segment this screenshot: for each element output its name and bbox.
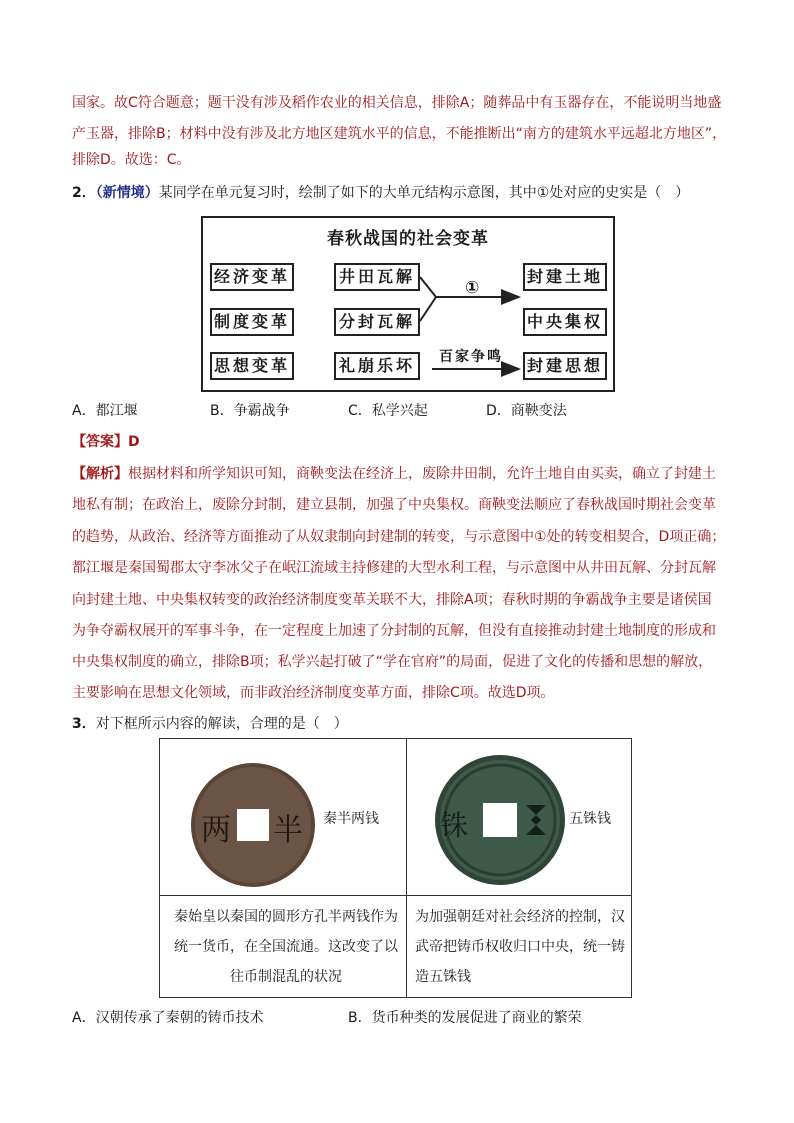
coin1-inscription-right: 半 [273,813,303,848]
coin1-name: 秦半两钱 [323,811,379,827]
diagram-left-box: 思想变革 [210,352,294,380]
prev-answer-line-1: 国家。故C符合题意；题干没有涉及稻作农业的相关信息，排除A；随葬品中有玉器存在，不能说明当地盛 [72,95,722,111]
q2-option-d: D．商鞅变法 [486,403,567,419]
coin2-desc-line: 为加强朝廷对社会经济的控制，汉 [415,909,625,925]
coin2-description [415,902,627,992]
coin2-desc-line: 武帝把铸币权收归口中央，统一铸 [415,939,625,955]
diagram-right-box: 中央集权 [523,308,607,336]
prev-answer-line-3: 排除D。故选：C。 [72,152,191,168]
analysis-line-1 [72,464,716,484]
diagram-arrows [203,218,613,390]
q3-stem [72,714,348,734]
q2-option-a: A．都江堰 [72,403,138,419]
coin1-desc-line: 往币制混乱的状况 [230,969,342,985]
q3-option-b: B．货币种类的发展促进了商业的繁荣 [348,1010,582,1026]
q2-option-b: B．争霸战争 [210,403,290,419]
q3-stem-text: 对下框所示内容的解读，合理的是（ ） [95,716,348,732]
q2-answer [72,432,140,452]
diagram-middle-box: 井田瓦解 [334,263,420,291]
analysis-line-7: 中央集权制度的确立，排除B项；私学兴起打破了“学在官府”的局面，促进了文化的传播和思想的解放， [72,654,713,670]
q2-stem [72,183,689,203]
structure-diagram [201,216,615,392]
analysis-line-3: 的趋势，从政治、经济等方面推动了从奴隶制向封建制的转变，与示意图中①处的转变相契合，D项正确； [72,529,726,545]
coin2-name: 五铢钱 [569,811,611,827]
coin2-desc-line: 造五铢钱 [415,969,471,985]
diagram-title: 春秋战国的社会变革 [327,229,489,249]
answer-label: 【答案】 [72,434,128,450]
q2-number: 2． [72,185,96,201]
analysis-line-2: 地私有制；在政治上，废除分封制，建立县制，加强了中央集权。商鞅变法顺应了春秋战国时期社会变革 [72,497,716,513]
q2-stem-text: 某同学在单元复习时，绘制了如下的大单元结构示意图，其中①处对应的史实是（ ） [158,185,690,201]
diagram-right-box: 封建土地 [523,263,607,291]
coin1-desc-line: 秦始皇以秦国的圆形方孔半两钱作为 [174,909,398,925]
q3-option-a: A．汉朝传承了秦朝的铸币技术 [72,1010,264,1026]
coin1-description [170,902,402,992]
q3-number: 3． [72,716,96,732]
arrow-label-1: ① [465,278,480,298]
arrow-label-2: 百家争鸣 [439,349,503,365]
diagram-right-box: 封建思想 [523,352,607,380]
diagram-middle-box: 分封瓦解 [334,308,420,336]
merge-bracket [420,277,436,321]
prev-answer-line-2: 产玉器，排除B；材料中没有涉及北方地区建筑水平的信息，不能推断出“南方的建筑水平远超北方地区”， [72,126,727,142]
answer-value: D [128,434,140,450]
q2-tag: （新情境） [95,185,159,201]
coin2-inscription-left: 铢 [440,809,469,842]
coin1-inscription-left: 两 [201,813,231,848]
analysis-line-6: 为争夺霸权展开的军事斗争，在一定程度上加速了分封制的瓦解，但没有直接推动封建土地制度的形成和 [72,623,716,639]
coin1-desc-line: 统一货币，在全国流通。这改变了以 [174,939,398,955]
analysis-line-5: 向封建土地、中央集权转变的政治经济制度变革关联不大，排除A项；春秋时期的争霸战争主要是诸侯国 [72,592,712,608]
diagram-left-box: 制度变革 [210,308,294,336]
analysis-text: 根据材料和所学知识可知，商鞅变法在经济上，废除井田制，允许土地自由买卖，确立了封建土 [128,466,716,482]
analysis-line-8: 主要影响在思想文化领域，而非政治经济制度变革方面，排除C项。故选D项。 [72,685,555,701]
q2-option-c: C．私学兴起 [348,403,428,419]
analysis-line-4: 都江堰是秦国蜀郡太守李冰父子在岷江流域主持修建的大型水利工程，与示意图中从井田瓦解、分封瓦解 [72,560,716,576]
analysis-label: 【解析】 [72,466,128,482]
coin-table [159,738,632,998]
diagram-left-box: 经济变革 [210,263,294,291]
diagram-middle-box: 礼崩乐坏 [334,352,420,380]
